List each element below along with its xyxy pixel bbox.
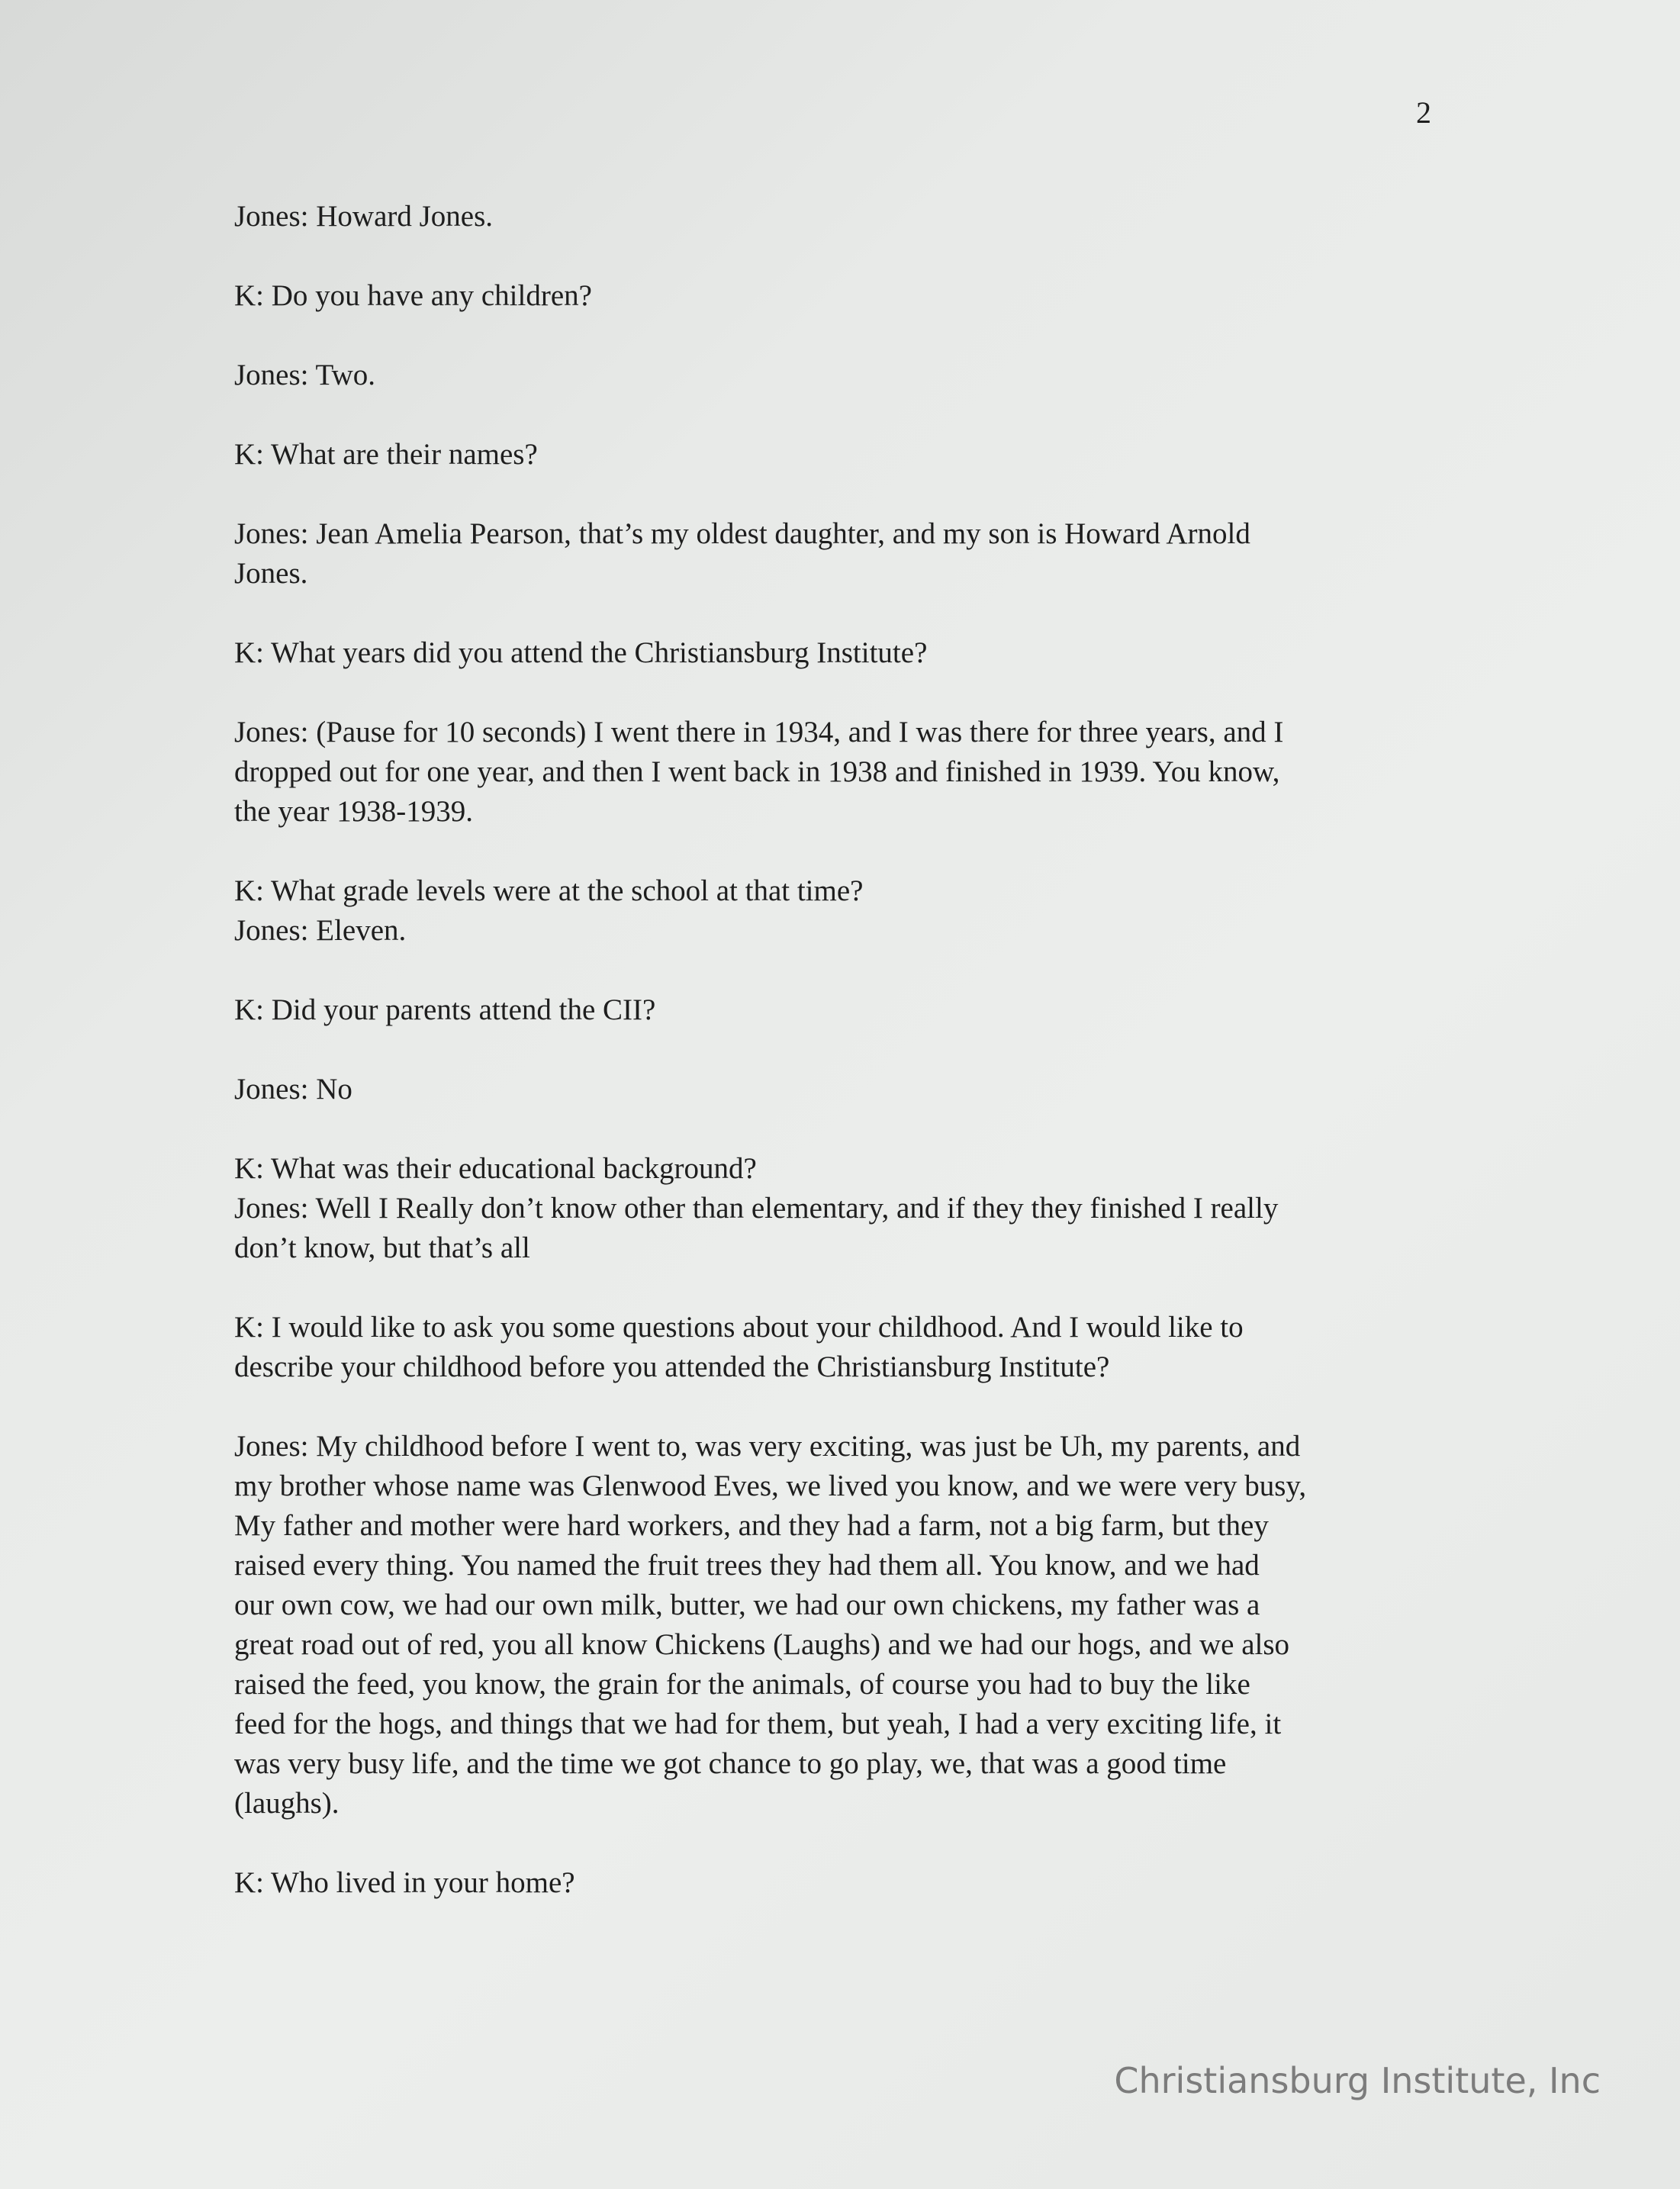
transcript-paragraph: Jones: Two. [234, 359, 376, 391]
transcript-paragraph: Jones: Eleven. [234, 914, 407, 947]
transcript-paragraph: K: What years did you attend the Christiansburg Institute? [234, 636, 928, 669]
transcript-paragraph: K: What grade levels were at the school at that time? [234, 874, 864, 907]
interview-transcript [234, 197, 1455, 1943]
transcript-paragraph: K: What was their educational background? [234, 1152, 757, 1185]
page-number: 2 [1416, 95, 1431, 130]
transcript-paragraph: K: What are their names? [234, 438, 538, 471]
transcript-paragraph: Jones: No [234, 1073, 352, 1106]
watermark: Christiansburg Institute, Inc [1114, 2060, 1601, 2101]
transcript-paragraph: K: Who lived in your home? [234, 1866, 575, 1899]
transcript-paragraph: K: Do you have any children? [234, 279, 592, 312]
transcript-paragraph: Jones: Howard Jones. [234, 200, 494, 233]
transcript-paragraph: Jones: Well I Really don’t know other than elementary, and if they they finished I really don’t know, but that’s all [234, 1192, 1279, 1264]
transcript-paragraph: Jones: Jean Amelia Pearson, that’s my oldest daughter, and my son is Howard Arnold Jones. [234, 517, 1250, 590]
transcript-paragraph: Jones: (Pause for 10 seconds) I went there in 1934, and I was there for three years, and I dropped out for one year, and then I went back in 1938 and finished in 1939. You know, the year 1938-1939. [234, 716, 1284, 828]
transcript-paragraph: K: Did your parents attend the CII? [234, 993, 656, 1026]
transcript-paragraph: K: I would like to ask you some questions about your childhood. And I would like to describe your childhood before you attended the Christiansburg Institute? [234, 1311, 1244, 1383]
transcript-paragraph: Jones: My childhood before I went to, was very exciting, was just be Uh, my parents, and my brother whose name was Glenwood Eves, we lived you know, and we were very busy, My father and mother were hard workers, and they had a farm, not a big farm, but they raised every thing. You named the fruit trees they had them all. You know, and we had our own cow, we had our own milk, butter, we had our own chickens, my father was a great road out of red, you all know Chickens (Laughs) and we had our hogs, and we also raised the feed, you know, the grain for the animals, of course you had to buy the like feed for the hogs, and things that we had for them, but yeah, I had a very exciting life, it was very busy life, and the time we got chance to go play, we, that was a good time (laughs). [234, 1430, 1307, 1820]
